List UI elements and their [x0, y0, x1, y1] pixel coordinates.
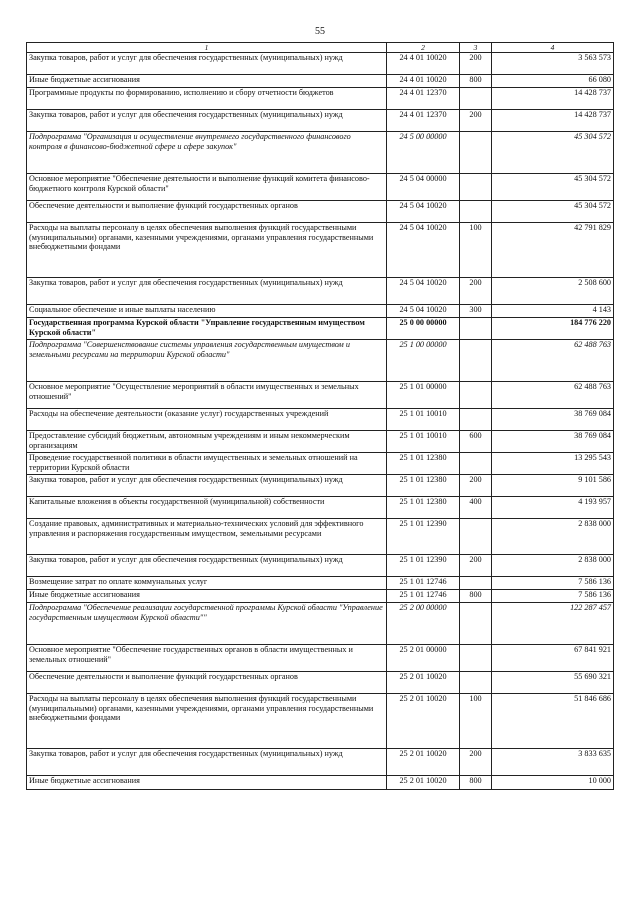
- expense-type-cell: [460, 672, 492, 694]
- target-code-cell: 25 1 01 12380: [387, 475, 460, 497]
- column-number-3: 3: [460, 43, 492, 53]
- amount-cell: 38 769 084: [492, 409, 614, 431]
- target-code-cell: 25 1 01 12390: [387, 555, 460, 577]
- expense-type-cell: [460, 382, 492, 409]
- expense-type-cell: 800: [460, 776, 492, 790]
- item-name-cell: Расходы на выплаты персоналу в целях обеспечения выполнения функций государственными (муниципальными) органами, казенными учреждениями, органами управления государственными внебюджетными фондами: [27, 223, 387, 278]
- item-name-cell: Закупка товаров, работ и услуг для обеспечения государственных (муниципальных) нужд: [27, 110, 387, 132]
- amount-cell: 66 080: [492, 75, 614, 88]
- item-name-cell: Обеспечение деятельности и выполнение функций государственных органов: [27, 672, 387, 694]
- table-row: [27, 749, 614, 776]
- table-row: [27, 672, 614, 694]
- expense-type-cell: [460, 645, 492, 672]
- target-code-cell: 24 5 04 00000: [387, 174, 460, 201]
- amount-cell: 7 586 136: [492, 577, 614, 590]
- amount-cell: 67 841 921: [492, 645, 614, 672]
- item-name-cell: Проведение государственной политики в области имущественных и земельных отношений на территории Курской области: [27, 453, 387, 475]
- item-name-cell: Социальное обеспечение и иные выплаты населению: [27, 305, 387, 318]
- target-code-cell: 24 4 01 12370: [387, 88, 460, 110]
- amount-cell: 13 295 543: [492, 453, 614, 475]
- budget-table: [26, 42, 614, 790]
- amount-cell: 9 101 586: [492, 475, 614, 497]
- item-name-cell: Закупка товаров, работ и услуг для обеспечения государственных (муниципальных) нужд: [27, 278, 387, 305]
- expense-type-cell: [460, 577, 492, 590]
- item-name-cell: Закупка товаров, работ и услуг для обеспечения государственных (муниципальных) нужд: [27, 53, 387, 75]
- table-row: [27, 305, 614, 318]
- item-name-cell: Закупка товаров, работ и услуг для обеспечения государственных (муниципальных) нужд: [27, 555, 387, 577]
- target-code-cell: 25 2 01 10020: [387, 672, 460, 694]
- column-number-row: [27, 43, 614, 53]
- amount-cell: 62 488 763: [492, 382, 614, 409]
- table-row: [27, 577, 614, 590]
- amount-cell: 2 838 000: [492, 519, 614, 555]
- expense-type-cell: [460, 519, 492, 555]
- item-name-cell: Основное мероприятие "Осуществление мероприятий в области имущественных и земельных отношений": [27, 382, 387, 409]
- expense-type-cell: 200: [460, 475, 492, 497]
- amount-cell: 122 287 457: [492, 603, 614, 645]
- amount-cell: 51 846 686: [492, 694, 614, 749]
- amount-cell: 55 690 321: [492, 672, 614, 694]
- target-code-cell: 24 4 01 10020: [387, 53, 460, 75]
- amount-cell: 2 508 600: [492, 278, 614, 305]
- table-row: [27, 590, 614, 603]
- target-code-cell: 24 5 00 00000: [387, 132, 460, 174]
- expense-type-cell: 200: [460, 749, 492, 776]
- table-row: [27, 555, 614, 577]
- item-name-cell: Иные бюджетные ассигнования: [27, 75, 387, 88]
- target-code-cell: 25 1 01 10010: [387, 409, 460, 431]
- item-name-cell: Подпрограмма "Обеспечение реализации государственной программы Курской области "Управление государственным имуществом Курской области"": [27, 603, 387, 645]
- table-row: [27, 694, 614, 749]
- expense-type-cell: 800: [460, 75, 492, 88]
- expense-type-cell: 200: [460, 53, 492, 75]
- item-name-cell: Основное мероприятие "Обеспечение государственных органов в области имущественных и земельных отношений": [27, 645, 387, 672]
- target-code-cell: 25 1 01 12390: [387, 519, 460, 555]
- expense-type-cell: 200: [460, 110, 492, 132]
- target-code-cell: 24 5 04 10020: [387, 278, 460, 305]
- amount-cell: 42 791 829: [492, 223, 614, 278]
- table-row: [27, 645, 614, 672]
- target-code-cell: 25 1 00 00000: [387, 340, 460, 382]
- expense-type-cell: 400: [460, 497, 492, 519]
- page-number: 55: [315, 26, 325, 37]
- expense-type-cell: 300: [460, 305, 492, 318]
- table-row: [27, 318, 614, 340]
- table-row: [27, 382, 614, 409]
- item-name-cell: Программные продукты по формированию, исполнению и сбору отчетности бюджетов: [27, 88, 387, 110]
- target-code-cell: 25 1 01 10010: [387, 431, 460, 453]
- target-code-cell: 24 4 01 10020: [387, 75, 460, 88]
- amount-cell: 45 304 572: [492, 201, 614, 223]
- target-code-cell: 25 2 01 00000: [387, 645, 460, 672]
- column-number-2: 2: [387, 43, 460, 53]
- table-row: [27, 475, 614, 497]
- expense-type-cell: [460, 409, 492, 431]
- expense-type-cell: [460, 340, 492, 382]
- expense-type-cell: [460, 201, 492, 223]
- target-code-cell: 24 5 04 10020: [387, 305, 460, 318]
- item-name-cell: Иные бюджетные ассигнования: [27, 776, 387, 790]
- expense-type-cell: 100: [460, 223, 492, 278]
- target-code-cell: 25 2 01 10020: [387, 694, 460, 749]
- item-name-cell: Расходы на обеспечение деятельности (оказание услуг) государственных учреждений: [27, 409, 387, 431]
- table-row: [27, 223, 614, 278]
- table-row: [27, 132, 614, 174]
- item-name-cell: Возмещение затрат по оплате коммунальных услуг: [27, 577, 387, 590]
- table-row: [27, 174, 614, 201]
- table-row: [27, 278, 614, 305]
- amount-cell: 14 428 737: [492, 110, 614, 132]
- item-name-cell: Капитальные вложения в объекты государственной (муниципальной) собственности: [27, 497, 387, 519]
- target-code-cell: 25 0 00 00000: [387, 318, 460, 340]
- item-name-cell: Основное мероприятие "Обеспечение деятельности и выполнение функций комитета финансово-бюджетного контроля Курской области": [27, 174, 387, 201]
- table-row: [27, 201, 614, 223]
- item-name-cell: Расходы на выплаты персоналу в целях обеспечения выполнения функций государственными (муниципальными) органами, казенными учреждениями, органами управления государственными внебюджетными фондами: [27, 694, 387, 749]
- target-code-cell: 24 5 04 10020: [387, 201, 460, 223]
- table-row: [27, 497, 614, 519]
- expense-type-cell: [460, 132, 492, 174]
- amount-cell: 3 563 573: [492, 53, 614, 75]
- table-row: [27, 110, 614, 132]
- target-code-cell: 25 1 01 12380: [387, 497, 460, 519]
- amount-cell: 3 833 635: [492, 749, 614, 776]
- amount-cell: 45 304 572: [492, 174, 614, 201]
- amount-cell: 7 586 136: [492, 590, 614, 603]
- table-row: [27, 453, 614, 475]
- expense-type-cell: 200: [460, 278, 492, 305]
- table-row: [27, 519, 614, 555]
- table-row: [27, 776, 614, 790]
- table-row: [27, 409, 614, 431]
- table-row: [27, 53, 614, 75]
- target-code-cell: 25 1 01 12746: [387, 590, 460, 603]
- target-code-cell: 25 1 01 12380: [387, 453, 460, 475]
- expense-type-cell: [460, 88, 492, 110]
- expense-type-cell: 200: [460, 555, 492, 577]
- amount-cell: 2 838 000: [492, 555, 614, 577]
- item-name-cell: Предоставление субсидий бюджетным, автономным учреждениям и иным некоммерческим организациям: [27, 431, 387, 453]
- item-name-cell: Государственная программа Курской области "Управление государственным имуществом Курской области": [27, 318, 387, 340]
- table-row: [27, 88, 614, 110]
- item-name-cell: Подпрограмма "Совершенствование системы управления государственным имуществом и земельными ресурсами на территории Курской области": [27, 340, 387, 382]
- item-name-cell: Создание правовых, административных и материально-технических условий для эффективного управления и распоряжения государственным имуществом, земельными ресурсами: [27, 519, 387, 555]
- target-code-cell: 25 2 01 10020: [387, 776, 460, 790]
- amount-cell: 4 143: [492, 305, 614, 318]
- column-number-4: 4: [492, 43, 614, 53]
- column-number-1: 1: [27, 43, 387, 53]
- item-name-cell: Закупка товаров, работ и услуг для обеспечения государственных (муниципальных) нужд: [27, 475, 387, 497]
- item-name-cell: Подпрограмма "Организация и осуществление внутреннего государственного финансового контроля в финансово-бюджетной сфере и сфере закупок": [27, 132, 387, 174]
- amount-cell: 4 193 957: [492, 497, 614, 519]
- target-code-cell: 24 5 04 10020: [387, 223, 460, 278]
- amount-cell: 14 428 737: [492, 88, 614, 110]
- table-row: [27, 340, 614, 382]
- table-row: [27, 603, 614, 645]
- target-code-cell: 25 1 01 12746: [387, 577, 460, 590]
- expense-type-cell: 600: [460, 431, 492, 453]
- item-name-cell: Закупка товаров, работ и услуг для обеспечения государственных (муниципальных) нужд: [27, 749, 387, 776]
- expense-type-cell: [460, 603, 492, 645]
- amount-cell: 45 304 572: [492, 132, 614, 174]
- target-code-cell: 25 1 01 00000: [387, 382, 460, 409]
- expense-type-cell: [460, 318, 492, 340]
- table-row: [27, 75, 614, 88]
- target-code-cell: 25 2 01 10020: [387, 749, 460, 776]
- amount-cell: 184 776 220: [492, 318, 614, 340]
- expense-type-cell: [460, 174, 492, 201]
- target-code-cell: 25 2 00 00000: [387, 603, 460, 645]
- item-name-cell: Иные бюджетные ассигнования: [27, 590, 387, 603]
- item-name-cell: Обеспечение деятельности и выполнение функций государственных органов: [27, 201, 387, 223]
- amount-cell: 62 488 763: [492, 340, 614, 382]
- expense-type-cell: [460, 453, 492, 475]
- expense-type-cell: 800: [460, 590, 492, 603]
- amount-cell: 38 769 084: [492, 431, 614, 453]
- expense-type-cell: 100: [460, 694, 492, 749]
- target-code-cell: 24 4 01 12370: [387, 110, 460, 132]
- amount-cell: 10 000: [492, 776, 614, 790]
- table-row: [27, 431, 614, 453]
